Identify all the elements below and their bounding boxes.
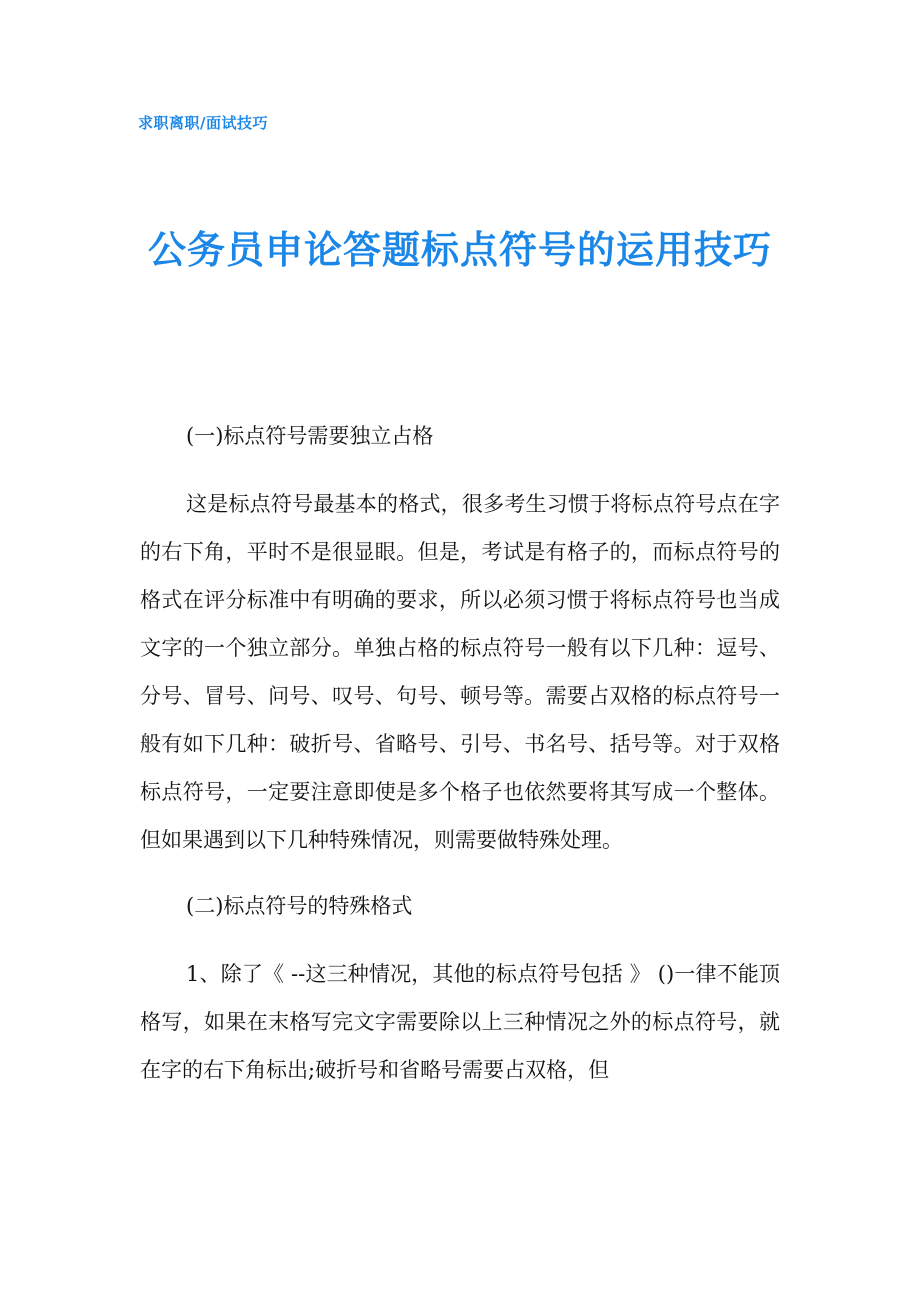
section-heading-1: (一)标点符号需要独立占格 <box>186 424 434 448</box>
document-title: 公务员申论答题标点符号的运用技巧 <box>147 228 772 272</box>
document-body <box>140 412 780 1094</box>
section-paragraph-1: 这是标点符号最基本的格式，很多考生习惯于将标点符号点在字的右下角，平时不是很显眼。但是，考试是有格子的，而标点符号的格式在评分标准中有明确的要求，所以必须习惯于将标点符号也当成文字的一个独立部分。单独占格的标点符号一般有以下几种：逗号、分号、冒号、问号、叹号、句号、顿号等。需要占双格的标点符号一般有如下几种：破折号、省略号、引号、书名号、括号等。对于双格标点符号，一定要注意即使是多个格子也依然要将其写成一个整体。但如果遇到以下几种特殊情况，则需要做特殊处理。 <box>140 492 780 852</box>
section-paragraph-2: 1、除了《 --这三种情况，其他的标点符号包括 》 ()一律不能顶格写，如果在末格写完文字需要除以上三种情况之外的标点符号，就在字的右下角标出;破折号和省略号需要占双格，但 <box>140 962 780 1082</box>
section-heading-2: (二)标点符号的特殊格式 <box>186 894 413 918</box>
category-label: 求职离职/面试技巧 <box>138 114 268 132</box>
